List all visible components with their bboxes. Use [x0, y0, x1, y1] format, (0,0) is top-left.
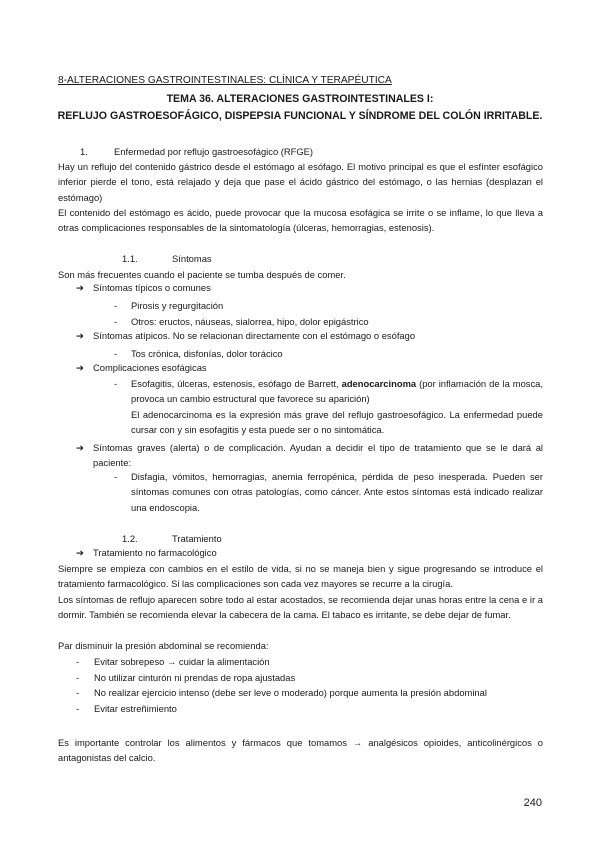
pressure-item: [76, 657, 270, 666]
pressure-item-text: No realizar ejercicio intenso (debe ser leve o moderado) porque aumenta la presión abdominal: [94, 687, 487, 698]
heading-1-2-text: Tratamiento: [172, 533, 222, 544]
typical-subitem-text: Otros: eructos, náuseas, sialorrea, hipo, dolor epigástrico: [131, 316, 369, 327]
arrow-icon: ➔: [76, 547, 84, 558]
atypical-symptoms-label: Síntomas atípicos. No se relacionan directamente con el estómago o esófago: [93, 330, 416, 341]
adenocarcinoma-term: adenocarcinoma: [341, 378, 417, 389]
topic-title-line1: TEMA 36. ALTERACIONES GASTROINTESTINALES I:: [166, 93, 434, 105]
typical-symptoms-item: [76, 283, 211, 292]
arrow-icon: ➔: [76, 442, 84, 453]
typical-subitem: [114, 298, 543, 313]
heading-1-number: 1.: [80, 146, 88, 157]
dash-bullet: -: [114, 300, 118, 311]
pressure-item-text: Evitar sobrepeso → cuidar la alimentación: [94, 656, 270, 667]
severe-symptoms-item: [76, 440, 543, 471]
complications-subitem-text: Esofagitis, úlceras, estenosis, esófago de Barrett, adenocarcinoma (por inflamación de la mosca, provoca un cambio estructural que favorece su aparición): [131, 378, 543, 405]
dash-bullet: -: [114, 378, 118, 389]
pressure-item-text: Evitar estreñimiento: [94, 703, 177, 714]
severe-subitem-text: Disfagia, vómitos, hemorragias, anemia ferropénica, pérdida de peso inesperada. Pueden ser síntomas comunes con otras patologías, como cáncer. Ante estos síntomas está indicado realizar una endoscopia.: [131, 471, 543, 513]
pressure-item: [76, 688, 487, 697]
atypical-subitem-text: Tos crónica, disfonías, dolor torácico: [131, 348, 283, 359]
heading-1-1-number: 1.1.: [122, 253, 138, 264]
arrow-icon: ➔: [76, 282, 84, 293]
atypical-subitem: [114, 346, 543, 361]
dash-bullet: -: [76, 687, 80, 698]
severe-symptoms-label: Síntomas graves (alerta) o de complicación. Ayudan a decidir el tipo de tratamiento que se le dará al paciente:: [93, 442, 543, 469]
heading-1-2-number: 1.2.: [122, 533, 138, 544]
nonpharm-label: Tratamiento no farmacológico: [93, 547, 217, 558]
severe-subitem: [114, 469, 543, 515]
section-header: 8-ALTERACIONES GASTROINTESTINALES: CLÍNICA Y TERAPÉUTICA: [58, 75, 392, 86]
pressure-item-text: No utilizar cinturón ni prendas de ropa ajustadas: [94, 672, 296, 683]
dash-bullet: -: [76, 656, 80, 667]
pressure-item: [76, 704, 177, 713]
intro-paragraph-1: Hay un reflujo del contenido gástrico desde el estómago al esófago. El motivo principal es que el esfínter esofágico inferior pierde el tono, está relajado y deja que pase el ácido gástrico del estómago, o las hernias (desplazan el estómago): [58, 161, 543, 203]
closing-paragraph: Es importante controlar los alimentos y fármacos que tomamos → analgésicos opioides, anticolinérgicos o antagonistas del calcio.: [58, 737, 543, 764]
complications-item: [76, 363, 207, 372]
pressure-item: [76, 673, 295, 682]
treatment-paragraph-2: Los síntomas de reflujo aparecen sobre todo al estar acostados, se recomienda dejar unas horas entre la cena e ir a dormir. También se recomienda elevar la cabecera de la cama. El tabaco es irritante, se debe dejar de fumar.: [58, 594, 543, 621]
complications-extra-text: El adenocarcinoma es la expresión más grave del reflujo gastroesofágico. La enfermedad puede cursar con y sin esofagitis y esta puede ser o no sintomática.: [131, 408, 543, 436]
complications-subitem: [114, 376, 543, 438]
arrow-icon: ➔: [76, 330, 84, 341]
typical-subitem-text: Pirosis y regurgitación: [131, 300, 224, 311]
dash-bullet: -: [114, 316, 118, 327]
arrow-icon: ➔: [76, 362, 84, 373]
nonpharm-item: [76, 548, 217, 557]
atypical-symptoms-item: [76, 331, 415, 340]
typical-symptoms-label: Síntomas típicos o comunes: [93, 282, 211, 293]
dash-bullet: -: [114, 471, 118, 482]
heading-1-1-text: Síntomas: [172, 253, 212, 264]
treatment-paragraph-3: Par disminuir la presión abdominal se recomienda:: [58, 640, 269, 651]
dash-bullet: -: [76, 672, 80, 683]
symptoms-intro: Son más frecuentes cuando el paciente se tumba después de comer.: [58, 269, 346, 280]
intro-paragraph-2: El contenido del estómago es ácido, puede provocar que la mucosa esofágica se irrite o se inflame, lo que lleva a otras complicaciones responsables de la sintomatología (úlceras, hemorragias, estenosis).: [58, 207, 543, 234]
typical-subitem: [114, 314, 543, 329]
dash-bullet: -: [114, 348, 118, 359]
dash-bullet: -: [76, 703, 80, 714]
heading-1-text: Enfermedad por reflujo gastroesofágico (RFGE): [114, 146, 314, 157]
treatment-paragraph-1: Siempre se empieza con cambios en el estilo de vida, si no se maneja bien y sigue progresando se introduce el tratamiento farmacológico. Si las complicaciones son cada vez mayores se recurre a la cirugía.: [58, 563, 543, 590]
topic-title-line2: REFLUJO GASTROESOFÁGICO, DISPEPSIA FUNCIONAL Y SÍNDROME DEL COLÓN IRRITABLE.: [57, 110, 543, 122]
page-number: 240: [523, 797, 542, 809]
complications-label: Complicaciones esofágicas: [93, 362, 207, 373]
